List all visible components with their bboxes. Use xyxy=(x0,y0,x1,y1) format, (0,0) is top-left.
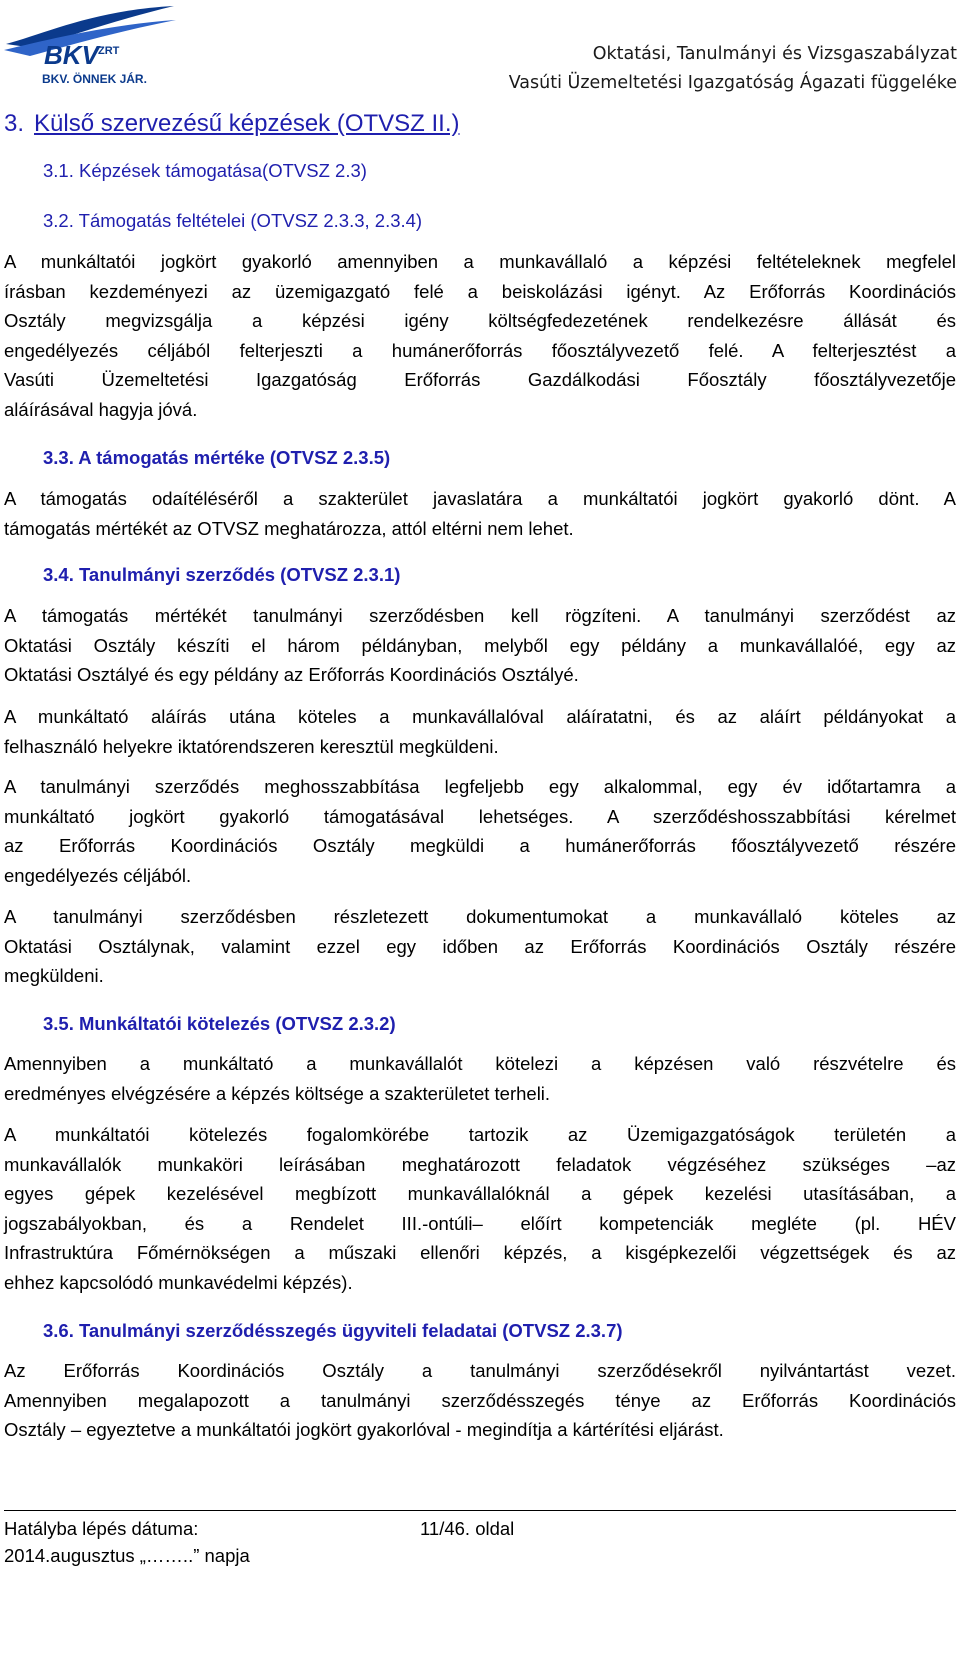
text-line: A támogatás mértékét tanulmányi szerződésben kell rögzíteni. A tanulmányi szerződést az xyxy=(4,605,956,626)
text-line: az Erőforrás Koordinációs Osztály megküldi a humánerőforrás főosztályvezető részére xyxy=(4,835,956,856)
effective-date-value: 2014.augusztus „……..” napja xyxy=(4,1545,250,1566)
text-line: Infrastruktúra Főmérnökségen a műszaki ellenőri képzés, a kisgépkezelői végzettségek és az xyxy=(4,1242,956,1263)
text-line: Oktatási Osztályé és egy példány az Erőforrás Koordinációs Osztályé. xyxy=(4,664,579,685)
paragraph-3-4-1 xyxy=(4,601,956,690)
text-line: A munkáltató aláírás utána köteles a munkavállalóval aláíratatni, és az aláírt példányokat a xyxy=(4,706,956,727)
effective-date-label: Hatályba lépés dátuma: xyxy=(4,1518,199,1539)
paragraph-3-5-2 xyxy=(4,1120,956,1297)
text-line: Amennyiben megalapozott a tanulmányi szerződésszegés ténye az Erőforrás Koordinációs xyxy=(4,1389,956,1411)
text-line: A támogatás odaítéléséről a szakterület javaslatára a munkáltatói jogkört gyakorló dönt. A xyxy=(4,488,956,509)
text-line: írásban kezdeményezi az üzemigazgató felé a beiskolázási igényt. Az Erőforrás Koordinációs xyxy=(4,280,956,302)
paragraph-3-4-4 xyxy=(4,902,956,991)
svg-text:BKV: BKV xyxy=(44,40,99,70)
subsection-3-2-heading: 3.2. Támogatás feltételei (OTVSZ 2.3.3, 2.3.4) xyxy=(43,210,423,231)
text-line: Az Erőforrás Koordinációs Osztály a tanulmányi szerződésekről nyilvántartást vezet. xyxy=(4,1360,956,1381)
text-line: A munkáltatói kötelezés fogalomkörébe tartozik az Üzemigazgatóságok területén a xyxy=(4,1124,956,1145)
text-line: engedélyezés céljából. xyxy=(4,864,192,886)
document-header-title xyxy=(509,40,957,98)
footer-divider xyxy=(4,1510,956,1511)
section-number: 3. xyxy=(4,110,25,137)
subsection-3-6-heading: 3.6. Tanulmányi szerződésszegés ügyviteli feladatai (OTVSZ 2.3.7) xyxy=(43,1320,623,1341)
header-title-line1: Oktatási, Tanulmányi és Vizsgaszabályzat xyxy=(592,44,957,64)
text-line: felhasználó helyekre iktatórendszeren keresztül megküldeni. xyxy=(4,735,499,757)
svg-text:BKV. ÖNNEK JÁR.: BKV. ÖNNEK JÁR. xyxy=(42,72,147,86)
paragraph-3-3 xyxy=(4,484,956,543)
paragraph-3-2 xyxy=(4,247,956,424)
paragraph-3-4-2 xyxy=(4,702,956,761)
paragraph-3-6 xyxy=(4,1356,956,1445)
text-line: munkavállalók munkaköri leírásában meghatározott feladatok végzéséhez szükséges –az xyxy=(4,1153,956,1175)
text-line: Oktatási Osztály készíti el három példányban, melyből egy példány a munkavállalóé, egy az xyxy=(4,634,956,656)
text-line: Vasúti Üzemeltetési Igazgatóság Erőforrás Gazdálkodási Főosztály főosztályvezetője xyxy=(4,369,956,390)
bkv-logo xyxy=(4,4,182,88)
section-3-heading xyxy=(4,110,460,138)
text-line: jogszabályokban, és a Rendelet III.-ontúli– előírt kompetenciák megléte (pl. HÉV xyxy=(4,1212,956,1234)
subsection-3-5-heading: 3.5. Munkáltatói kötelezés (OTVSZ 2.3.2) xyxy=(43,1013,396,1034)
text-line: Oktatási Osztálynak, valamint ezzel egy időben az Erőforrás Koordinációs Osztály részére xyxy=(4,935,956,957)
svg-text:ZRT: ZRT xyxy=(98,45,120,57)
text-line: Osztály – egyeztetve a munkáltatói jogkört gyakorlóval - megindítja a kártérítési eljárást. xyxy=(4,1419,724,1440)
text-line: A munkáltatói jogkört gyakorló amennyiben a munkavállaló a képzési feltételeknek megfelel xyxy=(4,251,956,272)
text-line: Amennyiben a munkáltató a munkavállalót kötelezi a képzésen való részvételre és xyxy=(4,1053,956,1074)
page-number: 11/46. oldal xyxy=(420,1518,515,1539)
header-title-line2: Vasúti Üzemeltetési Igazgatóság Ágazati függeléke xyxy=(508,73,957,93)
paragraph-3-4-3 xyxy=(4,772,956,890)
text-line: egyes gépek kezelésével megbízott munkavállalóknál a gépek kezelési utasításában, a xyxy=(4,1183,956,1204)
text-line: támogatás mértékét az OTVSZ meghatározza, attól eltérni nem lehet. xyxy=(4,517,574,539)
paragraph-3-5-1 xyxy=(4,1049,956,1108)
subsection-3-3-heading: 3.3. A támogatás mértéke (OTVSZ 2.3.5) xyxy=(43,447,391,468)
text-line: Osztály megvizsgálja a képzési igény költségfedezetének rendelkezésre állását és xyxy=(4,310,956,331)
text-line: munkáltató jogkört gyakorló támogatásával lehetséges. A szerződéshosszabbítási kérelmet xyxy=(4,805,956,827)
text-line: aláírásával hagyja jóvá. xyxy=(4,398,198,420)
text-line: engedélyezés céljából felterjeszti a humánerőforrás főosztályvezető felé. A felterjesztést a xyxy=(4,339,956,361)
text-line: ehhez kapcsolódó munkavédelmi képzés). xyxy=(4,1271,353,1293)
text-line: eredményes elvégzésére a képzés költsége a szakterületet terheli. xyxy=(4,1082,551,1104)
section-title: Külső szervezésű képzések (OTVSZ II.) xyxy=(34,110,460,137)
subsection-3-1-heading: 3.1. Képzések támogatása(OTVSZ 2.3) xyxy=(43,160,367,181)
text-line: megküldeni. xyxy=(4,965,104,986)
text-line: A tanulmányi szerződésben részletezett dokumentumokat a munkavállaló köteles az xyxy=(4,906,956,927)
text-line: A tanulmányi szerződés meghosszabbítása legfeljebb egy alkalommal, egy év időtartamra a xyxy=(4,776,956,797)
subsection-3-4-heading: 3.4. Tanulmányi szerződés (OTVSZ 2.3.1) xyxy=(43,564,401,585)
